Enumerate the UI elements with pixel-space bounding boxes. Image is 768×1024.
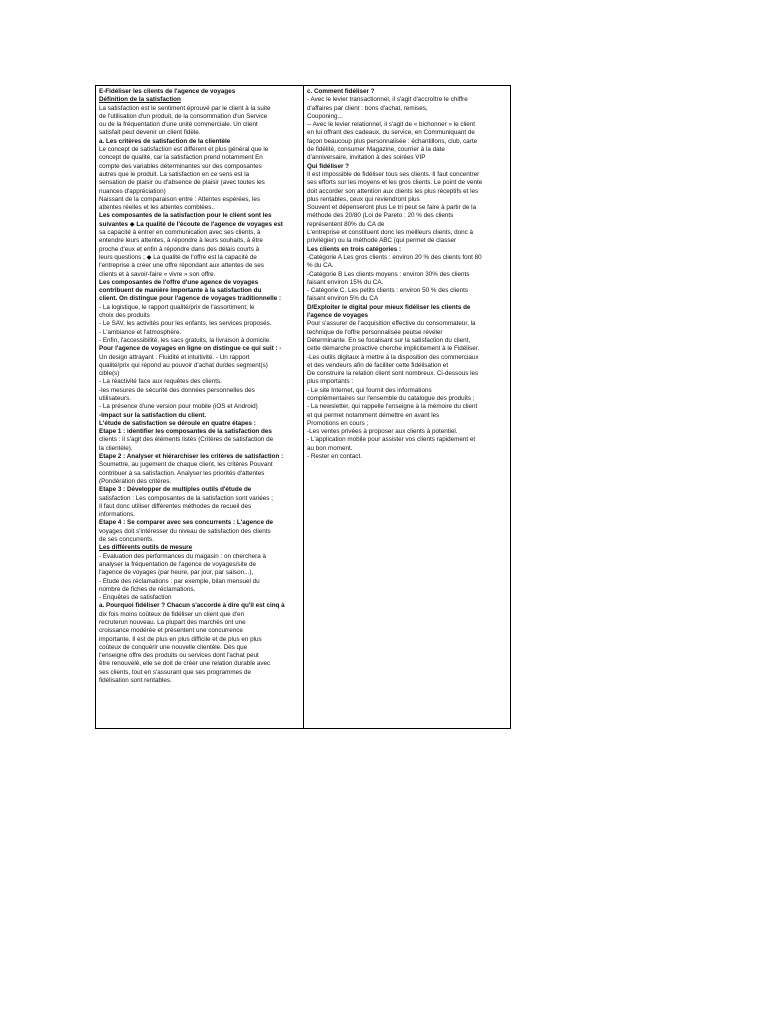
text-line: l'agence de voyages (307, 312, 368, 320)
text-line: leurs questions ; ◆ La qualité de l'offre est la capacité de (99, 253, 257, 261)
text-line: proche d'eux et enfin à répondre dans des délais courts à (99, 245, 260, 253)
text-line: au bon moment. (307, 444, 353, 452)
text-line: fidélisation sont rentables. (99, 677, 172, 685)
left-column (96, 86, 304, 728)
text-line: Qui fidéliser ? (307, 162, 349, 170)
text-line: Les composantes de l'offre d'une agence de voyages (99, 278, 259, 286)
text-line: complémentaires sur l'ensemble du catalogue des produits ; (307, 394, 475, 402)
text-line: Les clients en trois catégories : (307, 245, 402, 253)
text-line: contribuer à sa satisfaction. Analyser les priorités d'attentes (99, 469, 265, 477)
text-line: choix des produits (99, 312, 150, 320)
text-line: l'enseigne offre des produits ou services dont l'achat peut (99, 652, 259, 660)
text-line: Promotions en cours ; (307, 419, 369, 427)
text-line: en lui offrant des cadeaux, du service, en Communiquant de (307, 129, 475, 137)
text-line: de l'utilisation d'un produit, de la consommation d'un Service (99, 112, 268, 120)
text-line: - Le SAV, les activités pour les enfants, les services proposés. (99, 320, 272, 328)
text-line: la clientèle). (99, 444, 133, 452)
text-line: voyages doit s'intéresser du niveau de satisfaction des clients (99, 527, 271, 535)
text-line: Les composantes de la satisfaction pour le client sont les (99, 212, 272, 220)
text-line: Il est impossible de fidéliser tous ses clients. Il faut concentrer (307, 170, 480, 178)
text-line: Les différents outils de mesure (99, 544, 193, 552)
text-line: satisfaction : Les composantes de la satisfaction sont variées ; (99, 494, 273, 502)
text-line: Etape 2 : Analyser et hiérarchiser les critères de satisfaction : (99, 453, 284, 461)
text-line: attentes réelles et les attentes comblées.. (99, 204, 215, 212)
text-line: recruterun nouveau. La plupart des marchés ont une (99, 619, 246, 626)
text-line: de ses concurrents. (99, 536, 154, 544)
text-line: Un design attrayant : Fluidité et intuitivité. - Un rapport (99, 353, 250, 361)
text-line: Souvent et dépenseront plus Le tri peut se faire à partir de la (307, 204, 477, 212)
text-line: - Étude des réclamations : par exemple, bilan mensuel du (99, 577, 260, 585)
text-line: faisant environ 15% du CA. (307, 278, 384, 286)
text-line: compte des variables déterminantes sur des composantes (99, 162, 262, 170)
text-line: sensation de plaisir ou d'absence de plaisir (avec toutes les (99, 179, 265, 187)
text-line: importante. Il est de plus en plus difficile et de plus en plus (99, 635, 262, 643)
text-line: -Impact sur la satisfaction du client. (99, 411, 207, 419)
text-line: méthode des 20/80 (Loi de Pareto : 20 % des clients (307, 212, 454, 220)
text-line: L'étude de satisfaction se déroule en quatre étapes : (99, 419, 256, 427)
text-line: Le concept de satisfaction est différent et plus général que le (99, 146, 269, 154)
text-line: - L'ambiance et l'atmosphère. (99, 328, 182, 336)
text-line: sa capacité à entrer en communication avec ses clients, à (99, 229, 261, 237)
text-line: - La logistique, le rapport qualité/prix de l'assortiment, le (99, 303, 255, 311)
text-line: Etape 4 : Se comparer avec ses concurrents : L'agence de (99, 519, 274, 527)
text-line: croissance modérée et présentent une concurrence (99, 627, 243, 635)
text-line: D/Exploiter le digital pour mieux fidéliser les clients de (307, 303, 471, 311)
text-line: - La newsletter, qui rappelle l'enseigne à la mémoire du client (307, 403, 478, 411)
text-line: Soumettre, au jugement de chaque client, les critères Pouvant (99, 461, 273, 469)
text-line: nuances d'appréciation) (99, 187, 166, 195)
text-line: E-Fidéliser les clients de l'agence de voyages (99, 88, 236, 95)
text-line: - La présence d'une version pour mobile (iOS et Android) (99, 403, 258, 411)
text-line: l'agence de voyages (par heure, par jour, par saison...), (99, 569, 254, 577)
text-line: La satisfaction est le sentiment éprouvé par le client à la suite (99, 104, 271, 112)
text-line: - Catégorie C. Les petits clients : environ 50 % des clients (307, 287, 468, 295)
text-line: ses efforts sur les moyens et les gros clients. Le point de vente (307, 179, 483, 187)
text-line: cette démarche proactive cherche implicitement à le Fidéliser. (307, 345, 480, 353)
document-table (95, 85, 511, 729)
text-line: -- Avec le levier relationnel, il s'agit de « bichonner » le client (307, 121, 476, 129)
text-line: autres que le produit. La satisfaction en ce sens est la (99, 170, 250, 178)
text-line: -Catégorie A Les gros clients : environ 20 % des clients font 80 (307, 253, 482, 261)
text-line: l'entreprise à créer une offre répondant aux attentes de ses (99, 262, 264, 270)
text-line: c. Comment fidéliser ? (307, 88, 375, 95)
text-line: entendre leurs attentes, à répondre à leurs souhaits, à être (99, 237, 263, 245)
text-line: % du CA. (307, 262, 334, 270)
text-line: a. Pourquoi fidéliser ? Chacun s'accorde à dire qu'il est cinq à (99, 602, 285, 610)
text-line: - L'application mobile pour assister vos clients rapidement et (307, 436, 476, 444)
text-line: De construire la relation client sont nombreux. Ci-dessous les (307, 370, 479, 378)
text-line: technique de l'offre personnalisée peutse révéler (307, 328, 443, 336)
text-line: -Les outils digitaux à mettre à la disposition des commerciaux (307, 353, 479, 361)
text-line: satisfait peut devenir un client fidèle. (99, 129, 201, 137)
text-line: - Évaluation des performances du magasin : on cherchera à (99, 552, 266, 560)
text-line: - Enquêtes de satisfaction (99, 594, 172, 602)
text-line: (Pondération des critères. (99, 477, 172, 485)
text-line: analyser la fréquentation de l'agence de voyages/site de (99, 560, 256, 568)
text-line: -Catégorie B Les clients moyens : environ 30% des clients (307, 270, 470, 278)
text-line: plus importants : (307, 378, 354, 386)
text-line: clients : il s'agit des éléments listés (Critères de satisfaction de (99, 436, 274, 444)
text-line: ou de la fréquentation d'une unité commerciale. Un client (99, 121, 258, 129)
text-line: privilégier) ou la méthode ABC (qui permet de classer (307, 237, 457, 245)
text-line: nombre de fiches de réclamations. (99, 585, 196, 593)
text-line: -Les ventes privées à proposer aux clients à potentiel. (307, 428, 458, 436)
right-column (304, 86, 510, 728)
text-line: d'affaires par client : bons d'achat, remises, (307, 104, 428, 112)
text-line: ses clients, tout en s'assurant que ses programmes de (99, 668, 252, 676)
text-line: a. Les critères de satisfaction de la clientèle (99, 137, 231, 145)
text-line: façon beaucoup plus personnalisée : échantillons, club, carte (307, 137, 478, 145)
text-line: - Enfin, l'accessibilité, les sacs gratuits, la livraison à domicile. (99, 336, 271, 344)
text-line: L'entreprise et constituent donc les meilleurs clients, donc à (307, 229, 474, 237)
text-line: contribuent de manière importante à la satisfaction du (99, 287, 262, 295)
text-line: coûteux de conquérir une nouvelle clientèle. Dès que (99, 643, 248, 651)
text-line: - Rester en contact. (307, 453, 362, 461)
text-line: Il faut donc utiliser différentes méthodes de recueil des (99, 502, 252, 510)
text-line: - La réactivité face aux requêtes des clients. (99, 378, 222, 386)
text-line: Pour s'assurer de l'acquisition effective du consommateur, la (307, 320, 476, 328)
text-line: qualité/prix qui répond au pouvoir d'achat du/des segment(s) (99, 361, 268, 369)
text-line: Déterminante. En se focalisant sur la satisfaction du client, (307, 336, 471, 344)
text-line: Etape 1 : identifier les composantes de la satisfaction des (99, 428, 272, 436)
text-line: clients et à savoir-faire « vivre » son offre. (99, 270, 216, 278)
text-line: être renouvelé, elle se doit de créer une relation durable avec (99, 660, 271, 668)
text-line: Etape 3 : Développer de multiples outils d'étude de (99, 486, 252, 494)
text-line: représentent 80% du CA de (307, 220, 385, 228)
text-line: de fidélité, consumer Magazine, courrier à la date (307, 146, 445, 154)
text-line: et qui permet notamment démettre en avant les (307, 411, 440, 419)
text-line: dix fois moins coûteux de fidéliser un client que d'en (99, 610, 245, 618)
text-line: faisant environ 5% du CA (307, 295, 379, 303)
text-line: plus rentables, ceux qui reviendront plus (307, 195, 420, 203)
text-line: Naissant de la comparaison entre : Attentes espérées, les (99, 195, 261, 203)
text-line: concept de qualité, car la satisfaction prend notamment En (99, 154, 263, 162)
text-line: - Le site Internet, qui fournit des informations (307, 386, 432, 394)
text-line: -les mesures de sécurité des données personnelles des (99, 386, 255, 394)
text-line: Couponing... (307, 112, 343, 120)
text-line: utilisateurs. (99, 394, 131, 402)
text-line: - Avec le levier transactionnel, il s'agit d'accroître le chiffre (307, 96, 468, 104)
text-line: et des vendeurs afin de faciliter cette fidélisation et (307, 361, 449, 369)
text-line: informations. (99, 511, 136, 519)
text-line: d'anniversaire, invitation à des soirées VIP (307, 154, 426, 162)
text-line: Définition de la satisfaction (99, 96, 181, 104)
text-line: doit accorder son attention aux clients les plus réceptifs et les (307, 187, 479, 195)
text-line: client. On distingue pour l'agence de voyages traditionnelle : (99, 295, 282, 303)
text-line: suivantes ◆ La qualité de l'écoute de l'agence de voyages est (99, 220, 283, 228)
text-line: Pour l'agence de voyages en ligne on distingue ce qui suit : - (99, 345, 282, 353)
text-line: cible(s) (99, 370, 120, 378)
